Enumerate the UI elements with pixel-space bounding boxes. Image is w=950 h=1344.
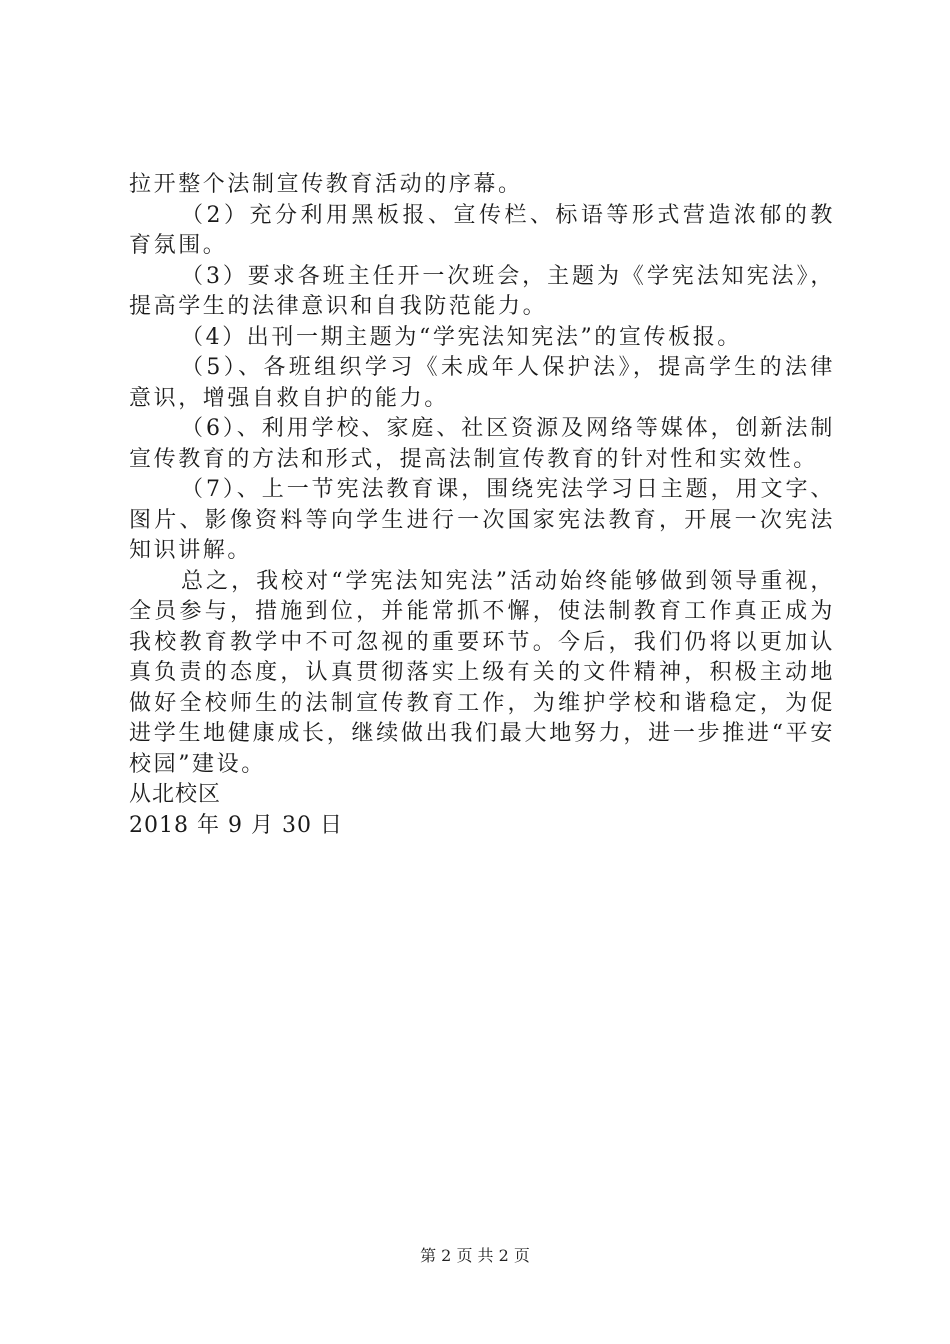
paragraph-item-4: （4）出刊一期主题为“学宪法知宪法”的宣传板报。: [181, 324, 742, 350]
signature-school: 从北校区: [129, 782, 222, 807]
paragraph-item-2: （2）充分利用黑板报、宣传栏、标语等形式营造浓郁的教育氛围。: [129, 202, 835, 258]
paragraph-item-3: （3）要求各班主任开一次班会，主题为《学宪法知宪法》，提高学生的法律意识和自我防范能力。: [129, 263, 835, 319]
page-number-label: 第 2 页 共 2 页: [420, 1246, 530, 1265]
signature-date: 2018 年 9 月 30 日: [129, 812, 343, 838]
paragraph-summary: 总之，我校对“学宪法知宪法”活动始终能够做到领导重视，全员参与，措施到位，并能常抓不懈，使法制教育工作真正成为我校教育教学中不可忽视的重要环节。今后，我们仍将以更加认真负责的态度，认真贯彻落实上级有关的文件精神，积极主动地做好全校师生的法制宣传教育工作，为维护学校和谐稳定，为促进学生地健康成长，继续做出我们最大地努力，进一步推进“平安校园”建设。: [129, 568, 835, 777]
paragraph-intro-continuation: 拉开整个法制宣传教育活动的序幕。: [129, 172, 523, 197]
paragraph-item-5: （5）、各班组织学习《未成年人保护法》，提高学生的法律意识，增强自救自护的能力。: [129, 355, 835, 411]
paragraph-item-6: （6）、利用学校、家庭、社区资源及网络等媒体，创新法制宣传教育的方法和形式，提高法制宣传教育的针对性和实效性。: [129, 416, 835, 472]
page-footer: [0, 1243, 950, 1266]
paragraph-item-7: （7）、上一节宪法教育课，围绕宪法学习日主题，用文字、图片、影像资料等向学生进行一次国家宪法教育，开展一次宪法知识讲解。: [129, 477, 835, 563]
document-body: [129, 170, 835, 841]
